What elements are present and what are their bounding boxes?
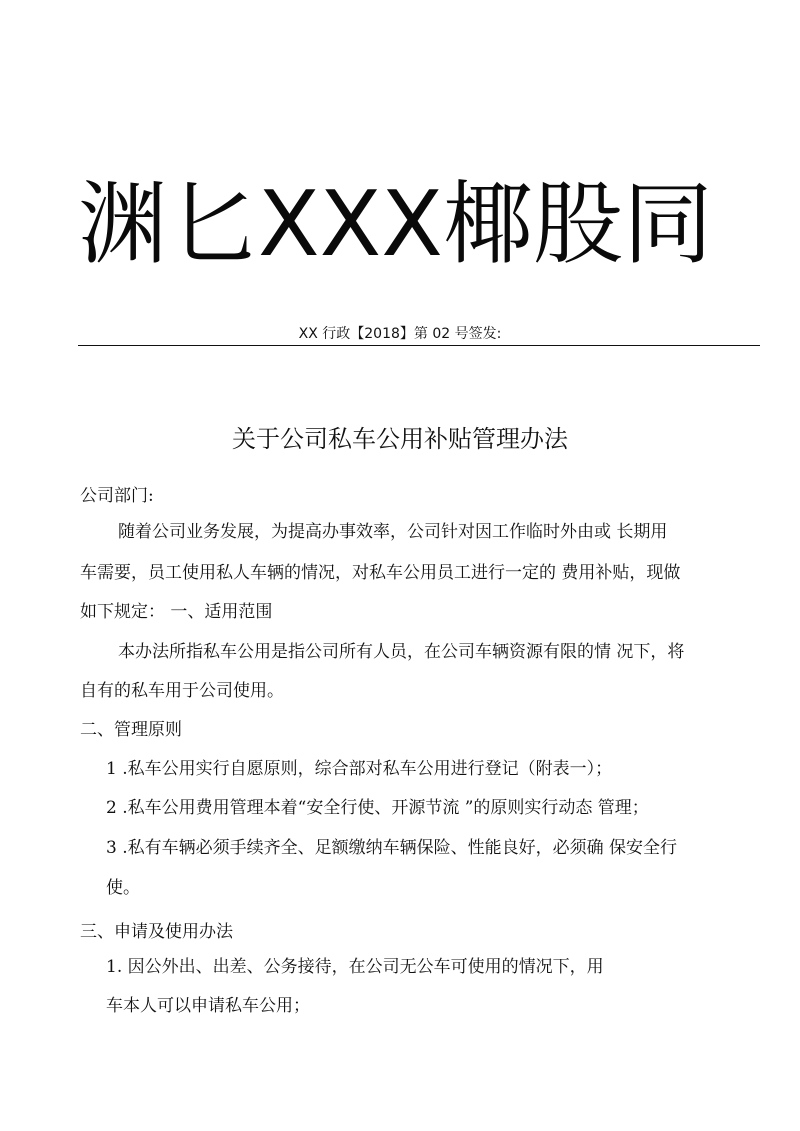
section-3-heading: 三、申请及使用办法	[80, 922, 233, 942]
principle-2: 2 .私车公用费用管理本着“安全行使、开源节流 ”的原则实行动态 管理；	[106, 798, 649, 818]
section-2-heading: 二、管理原则	[80, 720, 182, 740]
usage-1-line-1: 1. 因公外出、出差、公务接待，在公司无公车可使用的情况下，用	[106, 957, 604, 977]
principle-3-line-2: 使。	[106, 878, 140, 898]
document-title: 关于公司私车公用补贴管理办法	[232, 425, 568, 453]
scope-line-2: 自有的私车用于公司使用。	[80, 681, 284, 701]
usage-1-line-2: 车本人可以申请私车公用；	[106, 996, 310, 1016]
principle-1: 1 .私车公用实行自愿原则，综合部对私车公用进行登记（附表一）；	[106, 759, 613, 779]
scope-line-1: 本办法所指私车公用是指公司所有人员，在公司车辆资源有限的情 况下，将	[118, 642, 685, 662]
masthead: 渊匕XXX椰股同	[78, 172, 713, 277]
intro-line-3: 如下规定： 一、适用范围	[80, 602, 273, 622]
document-number: XX 行政【2018】第 02 号签发:	[298, 326, 502, 342]
intro-line-2: 车需要，员工使用私人车辆的情况，对私车公用员工进行一定的 费用补贴，现做	[80, 563, 681, 583]
header-divider	[78, 345, 760, 346]
intro-line-1: 随着公司业务发展，为提高办事效率，公司针对因工作临时外由或 长期用	[118, 522, 668, 542]
salutation: 公司部门:	[80, 486, 154, 506]
principle-3-line-1: 3 .私有车辆必须手续齐全、足额缴纳车辆保险、性能良好，必须确 保安全行	[106, 838, 678, 858]
